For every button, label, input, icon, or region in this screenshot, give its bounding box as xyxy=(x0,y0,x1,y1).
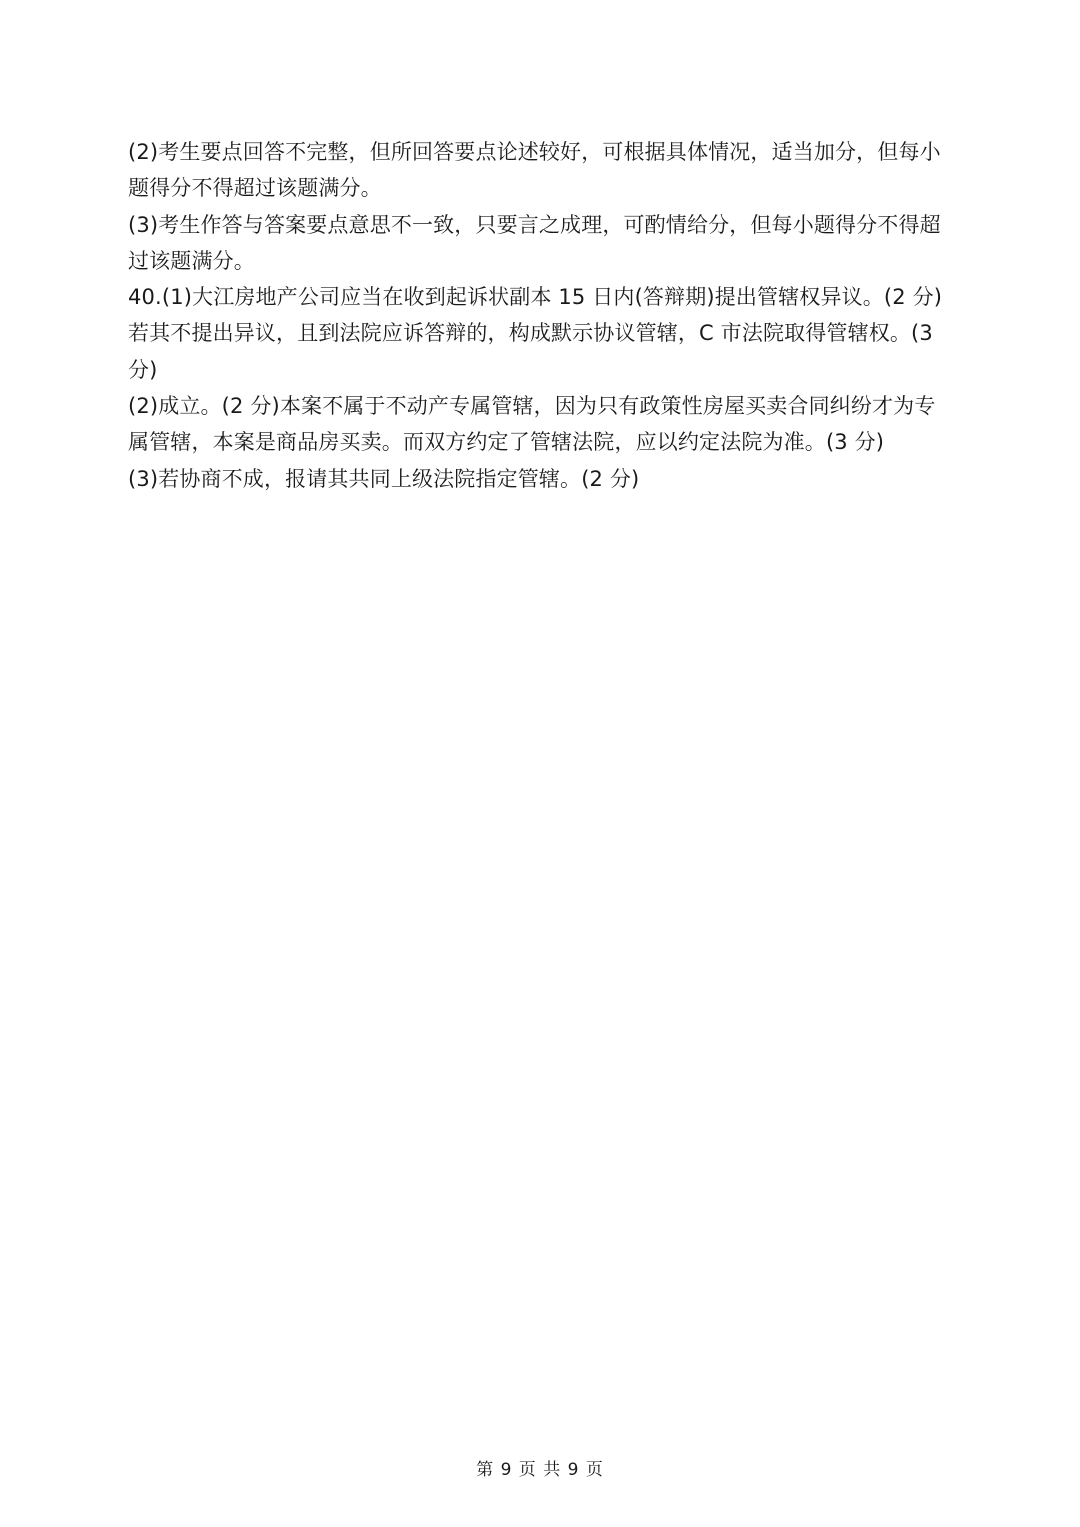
text-line: 40.(1)大江房地产公司应当在收到起诉状副本 15 日内(答辩期)提出管辖权异议。(2 分) xyxy=(128,285,943,310)
text-line: (3)考生作答与答案要点意思不一致，只要言之成理，可酌情给分，但每小题得分不得超 xyxy=(128,212,941,237)
text-line: 属管辖，本案是商品房买卖。而双方约定了管辖法院，应以约定法院为准。(3 分) xyxy=(128,430,885,455)
text-line: (3)若协商不成，报请其共同上级法院指定管辖。(2 分) xyxy=(128,466,640,491)
page-number-footer: 第 9 页 共 9 页 xyxy=(476,1460,604,1480)
answer-text-block xyxy=(128,134,954,497)
text-line: 分) xyxy=(128,357,158,382)
text-line: (2)成立。(2 分)本案不属于不动产专属管辖，因为只有政策性房屋买卖合同纠纷才为专 xyxy=(128,394,936,419)
text-line: 若其不提出异议，且到法院应诉答辩的，构成默示协议管辖，C 市法院取得管辖权。(3 xyxy=(128,321,933,346)
text-line: (2)考生要点回答不完整，但所回答要点论述较好，可根据具体情况，适当加分，但每小 xyxy=(128,140,941,164)
text-line: 题得分不得超过该题满分。 xyxy=(128,176,382,201)
text-line: 过该题满分。 xyxy=(128,248,255,273)
